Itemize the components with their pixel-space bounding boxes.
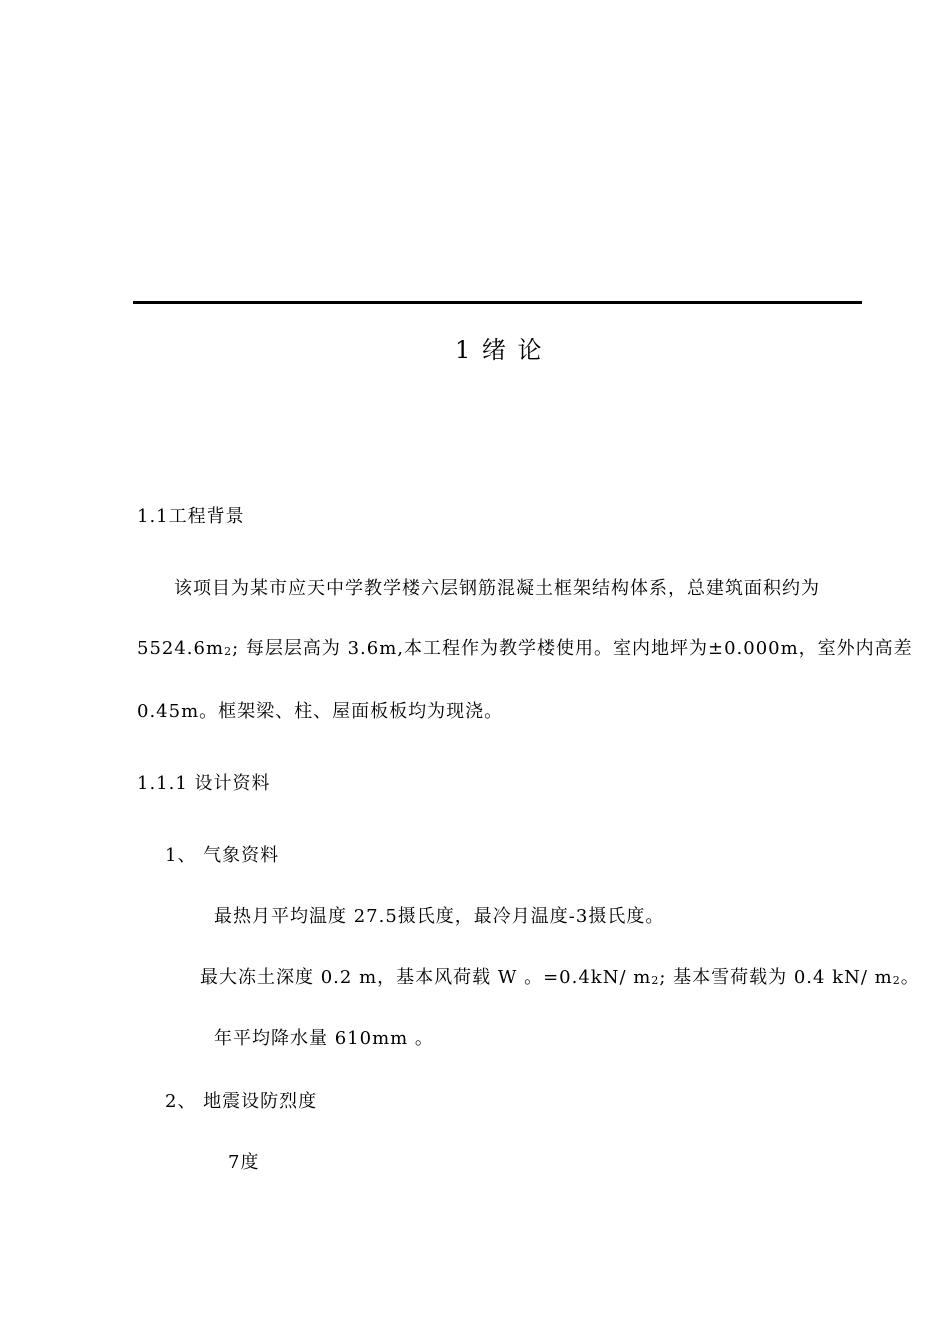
item-1-line-3: 年平均降水量 610mm 。 [214,1028,434,1049]
subsection-heading: 1.1.1 设计资料 [137,773,271,794]
item-1-line-2-part-b: ; 基本雪荷载为 0.4 kN/ m [659,967,893,988]
item-1-line-2-part-c: 。 [900,967,920,988]
chapter-title: 1 绪 论 [455,336,544,364]
item-1-line-2 [200,966,920,992]
chapter-top-rule [133,301,862,304]
paragraph-line-2 [137,637,913,663]
snow-unit-superscript: 2 [892,974,901,987]
paragraph-line-1: 该项目为某市应天中学教学楼六层钢筋混凝土框架结构体系，总建筑面积约为 [174,578,820,599]
item-1-label: 1、 气象资料 [165,845,280,866]
paragraph-line-2-part-b: ; 每层层高为 3.6m,本工程作为教学楼使用。室内地坪为±0.000m，室外内高差 [232,638,913,659]
paragraph-line-3: 0.45m。框架梁、柱、屋面板板均为现浇。 [137,701,504,722]
item-1-line-2-part-a: 最大冻土深度 0.2 m，基本风荷载 W 。=0.4kN/ m [200,967,652,988]
item-2-label: 2、 地震设防烈度 [165,1091,318,1112]
item-1-line-1: 最热月平均温度 27.5摄氏度，最冷月温度-3摄氏度。 [214,906,665,927]
wind-unit-superscript: 2 [651,974,660,987]
item-2-value: 7度 [228,1152,260,1173]
paragraph-line-2-part-a: 5524.6m [137,638,225,659]
section-heading: 1.1工程背景 [137,506,245,527]
area-unit-superscript: 2 [224,645,233,658]
